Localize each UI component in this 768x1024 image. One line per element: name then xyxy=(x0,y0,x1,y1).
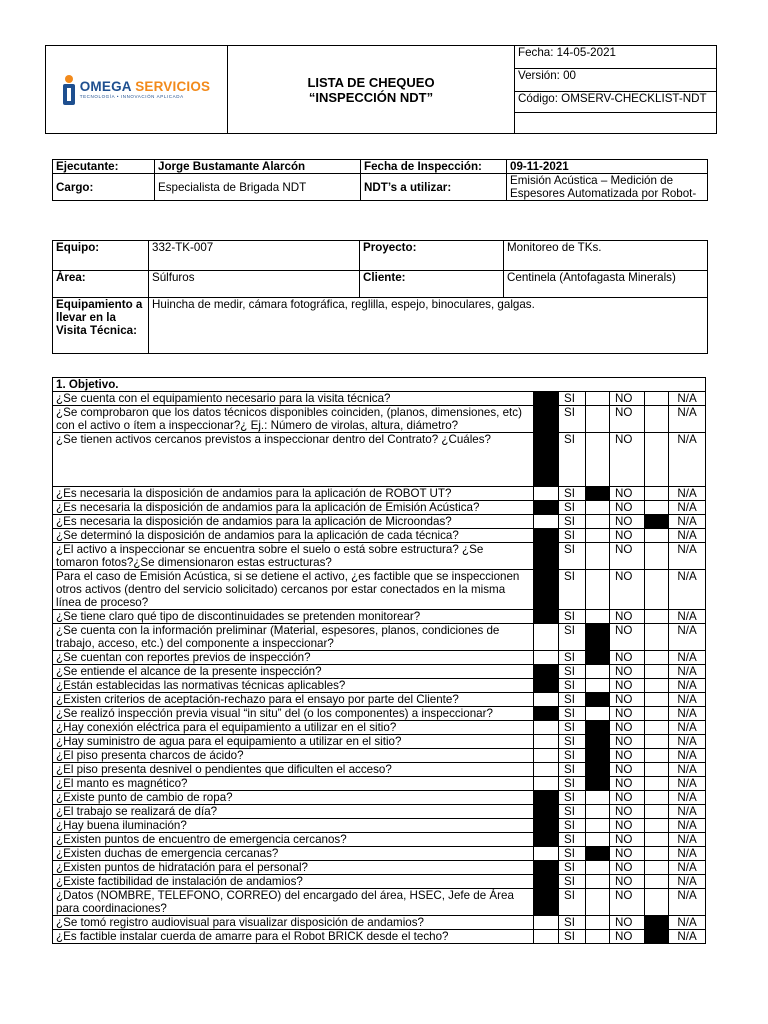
option-no: NO xyxy=(610,930,645,944)
option-na: N/A xyxy=(669,651,706,665)
mark-na[interactable] xyxy=(645,624,669,651)
equipo-value: 332-TK-007 xyxy=(149,241,360,271)
option-na: N/A xyxy=(669,819,706,833)
option-si: SI xyxy=(559,501,586,515)
option-na: N/A xyxy=(669,624,706,651)
option-no: NO xyxy=(610,819,645,833)
option-na: N/A xyxy=(669,610,706,624)
option-na: N/A xyxy=(669,665,706,679)
option-si: SI xyxy=(559,805,586,819)
mark-no[interactable] xyxy=(586,777,610,791)
option-no: NO xyxy=(610,406,645,433)
equipamiento-label: Equipamiento a llevar en la Visita Técnica: xyxy=(53,298,149,354)
mark-no[interactable] xyxy=(586,570,610,610)
mark-na[interactable] xyxy=(645,749,669,763)
checklist-row xyxy=(53,819,706,833)
mark-no[interactable] xyxy=(586,707,610,721)
option-no: NO xyxy=(610,392,645,406)
option-na: N/A xyxy=(669,833,706,847)
option-na: N/A xyxy=(669,791,706,805)
mark-na[interactable] xyxy=(645,735,669,749)
mark-no[interactable] xyxy=(586,501,610,515)
option-si: SI xyxy=(559,543,586,570)
mark-si[interactable] xyxy=(534,529,559,543)
checklist-row xyxy=(53,763,706,777)
option-si: SI xyxy=(559,610,586,624)
mark-no[interactable] xyxy=(586,543,610,570)
option-no: NO xyxy=(610,433,645,487)
checklist-question: ¿Existen criterios de aceptación-rechazo para el ensayo por parte del Cliente? xyxy=(53,693,534,707)
option-no: NO xyxy=(610,501,645,515)
option-si: SI xyxy=(559,651,586,665)
mark-si[interactable] xyxy=(534,819,559,833)
option-si: SI xyxy=(559,529,586,543)
checklist-row xyxy=(53,406,706,433)
option-no: NO xyxy=(610,679,645,693)
equipamiento-value: Huincha de medir, cámara fotográfica, reglilla, espejo, binoculares, galgas. xyxy=(149,298,708,354)
checklist-row xyxy=(53,916,706,930)
fecha-inspeccion-value: 09-11-2021 xyxy=(507,160,708,174)
option-si: SI xyxy=(559,833,586,847)
mark-na[interactable] xyxy=(645,777,669,791)
company-logo xyxy=(49,75,224,105)
checklist-question: ¿Se realizó inspección previa visual “in situ” del (o los componentes) a inspeccionar? xyxy=(53,707,534,721)
option-no: NO xyxy=(610,889,645,916)
checklist-question: ¿Se tienen activos cercanos previstos a inspeccionar dentro del Contrato? ¿Cuáles? xyxy=(53,433,534,487)
title-line-2: “INSPECCIÓN NDT” xyxy=(308,89,434,105)
option-si: SI xyxy=(559,916,586,930)
option-si: SI xyxy=(559,433,586,487)
option-no: NO xyxy=(610,721,645,735)
section-title: 1. Objetivo. xyxy=(53,378,706,392)
cliente-value: Centinela (Antofagasta Minerals) xyxy=(504,271,708,298)
mark-na[interactable] xyxy=(645,889,669,916)
mark-na[interactable] xyxy=(645,543,669,570)
option-no: NO xyxy=(610,833,645,847)
mark-na[interactable] xyxy=(645,916,669,930)
mark-no[interactable] xyxy=(586,679,610,693)
checklist-row xyxy=(53,693,706,707)
option-na: N/A xyxy=(669,406,706,433)
checklist-row xyxy=(53,515,706,529)
checklist-row xyxy=(53,847,706,861)
checklist-question: ¿El manto es magnético? xyxy=(53,777,534,791)
mark-no[interactable] xyxy=(586,889,610,916)
checklist-row xyxy=(53,679,706,693)
mark-si[interactable] xyxy=(534,543,559,570)
option-na: N/A xyxy=(669,847,706,861)
option-na: N/A xyxy=(669,916,706,930)
option-na: N/A xyxy=(669,749,706,763)
option-si: SI xyxy=(559,847,586,861)
option-na: N/A xyxy=(669,875,706,889)
option-no: NO xyxy=(610,916,645,930)
option-na: N/A xyxy=(669,515,706,529)
option-si: SI xyxy=(559,777,586,791)
mark-na[interactable] xyxy=(645,679,669,693)
option-si: SI xyxy=(559,570,586,610)
checklist-question: ¿Existen duchas de emergencia cercanas? xyxy=(53,847,534,861)
checklist-question: ¿El piso presenta desnivel o pendientes que dificulten el acceso? xyxy=(53,763,534,777)
option-no: NO xyxy=(610,777,645,791)
fecha-inspeccion-label: Fecha de Inspección: xyxy=(361,160,507,174)
mark-na[interactable] xyxy=(645,833,669,847)
checklist-question: ¿El piso presenta charcos de ácido? xyxy=(53,749,534,763)
mark-na[interactable] xyxy=(645,392,669,406)
cliente-label: Cliente: xyxy=(360,271,504,298)
option-na: N/A xyxy=(669,487,706,501)
option-no: NO xyxy=(610,791,645,805)
option-si: SI xyxy=(559,679,586,693)
mark-no[interactable] xyxy=(586,875,610,889)
ejecutante-value: Jorge Bustamante Alarcón xyxy=(155,160,361,174)
mark-no[interactable] xyxy=(586,833,610,847)
mark-si[interactable] xyxy=(534,721,559,735)
proyecto-label: Proyecto: xyxy=(360,241,504,271)
mark-no[interactable] xyxy=(586,624,610,651)
option-si: SI xyxy=(559,406,586,433)
checklist-row xyxy=(53,487,706,501)
checklist-question: ¿El activo a inspeccionar se encuentra sobre el suelo o está sobre estructura? ¿Se tomaron fotos?¿Se dimensionaron estas estructuras? xyxy=(53,543,534,570)
checklist-row xyxy=(53,930,706,944)
option-no: NO xyxy=(610,735,645,749)
mark-si[interactable] xyxy=(534,679,559,693)
mark-si[interactable] xyxy=(534,501,559,515)
version-cell: Versión: 00 xyxy=(515,69,717,92)
mark-no[interactable] xyxy=(586,610,610,624)
option-si: SI xyxy=(559,875,586,889)
mark-na[interactable] xyxy=(645,433,669,487)
checklist-row xyxy=(53,805,706,819)
mark-si[interactable] xyxy=(534,433,559,487)
option-si: SI xyxy=(559,889,586,916)
option-na: N/A xyxy=(669,889,706,916)
option-no: NO xyxy=(610,875,645,889)
checklist-question: ¿Existen puntos de hidratación para el personal? xyxy=(53,861,534,875)
option-no: NO xyxy=(610,651,645,665)
mark-si[interactable] xyxy=(534,930,559,944)
checklist-question: ¿Es necesaria la disposición de andamios para la aplicación de ROBOT UT? xyxy=(53,487,534,501)
area-value: Súlfuros xyxy=(149,271,360,298)
checklist-row xyxy=(53,433,706,487)
mark-na[interactable] xyxy=(645,875,669,889)
checklist-question: ¿Se cuentan con reportes previos de inspección? xyxy=(53,651,534,665)
checklist-row xyxy=(53,749,706,763)
checklist-row xyxy=(53,889,706,916)
option-na: N/A xyxy=(669,763,706,777)
checklist-question: ¿Se tiene claro qué tipo de discontinuidades se pretenden monitorear? xyxy=(53,610,534,624)
equipo-label: Equipo: xyxy=(53,241,149,271)
option-no: NO xyxy=(610,515,645,529)
mark-na[interactable] xyxy=(645,707,669,721)
option-no: NO xyxy=(610,487,645,501)
option-na: N/A xyxy=(669,679,706,693)
mark-no[interactable] xyxy=(586,861,610,875)
mark-no[interactable] xyxy=(586,805,610,819)
mark-si[interactable] xyxy=(534,889,559,916)
option-na: N/A xyxy=(669,805,706,819)
checklist-row xyxy=(53,665,706,679)
mark-no[interactable] xyxy=(586,433,610,487)
mark-no[interactable] xyxy=(586,406,610,433)
option-na: N/A xyxy=(669,433,706,487)
checklist-question: ¿Existen puntos de encuentro de emergencia cercanos? xyxy=(53,833,534,847)
option-si: SI xyxy=(559,735,586,749)
mark-si[interactable] xyxy=(534,916,559,930)
mark-si[interactable] xyxy=(534,515,559,529)
checklist-question: ¿Hay conexión eléctrica para el equipamiento a utilizar en el sitio? xyxy=(53,721,534,735)
checklist-row xyxy=(53,833,706,847)
option-na: N/A xyxy=(669,707,706,721)
mark-na[interactable] xyxy=(645,665,669,679)
mark-na[interactable] xyxy=(645,721,669,735)
option-na: N/A xyxy=(669,693,706,707)
logo-name-2: SERVICIOS xyxy=(135,79,211,94)
mark-no[interactable] xyxy=(586,721,610,735)
mark-no[interactable] xyxy=(586,529,610,543)
checklist-question: ¿Se entiende el alcance de la presente inspección? xyxy=(53,665,534,679)
proyecto-value: Monitoreo de TKs. xyxy=(504,241,708,271)
mark-si[interactable] xyxy=(534,707,559,721)
mark-na[interactable] xyxy=(645,847,669,861)
checklist-question: ¿Es necesaria la disposición de andamios para la aplicación de Microondas? xyxy=(53,515,534,529)
option-no: NO xyxy=(610,543,645,570)
option-na: N/A xyxy=(669,721,706,735)
title-line-1: LISTA DE CHEQUEO xyxy=(307,74,435,90)
mark-na[interactable] xyxy=(645,570,669,610)
checklist-row xyxy=(53,735,706,749)
option-si: SI xyxy=(559,749,586,763)
option-na: N/A xyxy=(669,529,706,543)
mark-na[interactable] xyxy=(645,791,669,805)
mark-si[interactable] xyxy=(534,805,559,819)
checklist-row xyxy=(53,651,706,665)
mark-no[interactable] xyxy=(586,651,610,665)
checklist-row xyxy=(53,777,706,791)
option-si: SI xyxy=(559,819,586,833)
mark-si[interactable] xyxy=(534,777,559,791)
mark-si[interactable] xyxy=(534,665,559,679)
checklist-row xyxy=(53,861,706,875)
mark-si[interactable] xyxy=(534,833,559,847)
checklist-row xyxy=(53,721,706,735)
mark-si[interactable] xyxy=(534,610,559,624)
checklist-question: ¿Existe punto de cambio de ropa? xyxy=(53,791,534,805)
empty-meta-cell xyxy=(515,113,717,134)
mark-si[interactable] xyxy=(534,847,559,861)
checklist-row xyxy=(53,501,706,515)
option-si: SI xyxy=(559,791,586,805)
mark-si[interactable] xyxy=(534,693,559,707)
mark-no[interactable] xyxy=(586,819,610,833)
mark-no[interactable] xyxy=(586,791,610,805)
checklist-question: ¿Existe factibilidad de instalación de andamios? xyxy=(53,875,534,889)
checklist-question: ¿Es factible instalar cuerda de amarre para el Robot BRICK desde el techo? xyxy=(53,930,534,944)
mark-na[interactable] xyxy=(645,610,669,624)
mark-si[interactable] xyxy=(534,791,559,805)
mark-na[interactable] xyxy=(645,515,669,529)
mark-si[interactable] xyxy=(534,487,559,501)
logo-cell xyxy=(46,46,228,134)
option-na: N/A xyxy=(669,543,706,570)
mark-no[interactable] xyxy=(586,930,610,944)
checklist-question: ¿Están establecidas las normativas técnicas aplicables? xyxy=(53,679,534,693)
checklist-question: ¿Se comprobaron que los datos técnicos disponibles coinciden, (planos, dimensiones, etc) con el activo o ítem a inspeccionar?¿ Ej.: Número de virolas, altura, diámetro? xyxy=(53,406,534,433)
option-si: SI xyxy=(559,763,586,777)
equipment-table xyxy=(52,240,708,354)
option-no: NO xyxy=(610,693,645,707)
mark-si[interactable] xyxy=(534,875,559,889)
fecha-cell: Fecha: 14-05-2021 xyxy=(515,46,717,69)
checklist-question: ¿El trabajo se realizará de día? xyxy=(53,805,534,819)
mark-na[interactable] xyxy=(645,805,669,819)
option-no: NO xyxy=(610,861,645,875)
checklist-question: Para el caso de Emisión Acústica, si se detiene el activo, ¿es factible que se inspeccionen otros activos (dentro del servicio solicitado) cercanos por estar conectados en la misma línea de proceso? xyxy=(53,570,534,610)
mark-na[interactable] xyxy=(645,861,669,875)
checklist-row xyxy=(53,543,706,570)
option-na: N/A xyxy=(669,570,706,610)
checklist-question: ¿Se cuenta con el equipamiento necesario para la visita técnica? xyxy=(53,392,534,406)
cargo-label: Cargo: xyxy=(53,174,155,201)
option-na: N/A xyxy=(669,861,706,875)
option-no: NO xyxy=(610,665,645,679)
option-si: SI xyxy=(559,693,586,707)
mark-na[interactable] xyxy=(645,529,669,543)
ndt-label: NDT’s a utilizar: xyxy=(361,174,507,201)
option-si: SI xyxy=(559,392,586,406)
mark-si[interactable] xyxy=(534,651,559,665)
mark-na[interactable] xyxy=(645,501,669,515)
checklist-question: ¿Se determinó la disposición de andamios para la aplicación de cada técnica? xyxy=(53,529,534,543)
checklist-row xyxy=(53,707,706,721)
option-no: NO xyxy=(610,749,645,763)
option-si: SI xyxy=(559,861,586,875)
checklist-question: ¿Se cuenta con la información preliminar (Material, espesores, planos, condiciones de trabajo, acceso, etc.) del componente a inspeccionar? xyxy=(53,624,534,651)
option-no: NO xyxy=(610,847,645,861)
logo-name-1: OMEGA xyxy=(79,79,132,94)
mark-si[interactable] xyxy=(534,861,559,875)
mark-no[interactable] xyxy=(586,735,610,749)
mark-si[interactable] xyxy=(534,406,559,433)
option-si: SI xyxy=(559,624,586,651)
area-label: Área: xyxy=(53,271,149,298)
ndt-value: Emisión Acústica – Medición de Espesores Automatizada por Robot- xyxy=(507,174,708,201)
mark-si[interactable] xyxy=(534,735,559,749)
option-na: N/A xyxy=(669,392,706,406)
checklist-row xyxy=(53,570,706,610)
document-title xyxy=(228,46,515,134)
checklist-row xyxy=(53,624,706,651)
ejecutante-label: Ejecutante: xyxy=(53,160,155,174)
option-no: NO xyxy=(610,610,645,624)
checklist-row xyxy=(53,529,706,543)
option-si: SI xyxy=(559,721,586,735)
mark-na[interactable] xyxy=(645,930,669,944)
logo-tagline: TECNOLOGÍA • INNOVACIÓN APLICADA xyxy=(79,94,184,99)
checklist-question: ¿Se tomó registro audiovisual para visualizar disposición de andamios? xyxy=(53,916,534,930)
logo-mark-icon xyxy=(63,75,75,105)
mark-si[interactable] xyxy=(534,749,559,763)
document-header xyxy=(45,45,717,134)
checklist-question: ¿Es necesaria la disposición de andamios para la aplicación de Emisión Acústica? xyxy=(53,501,534,515)
option-si: SI xyxy=(559,930,586,944)
mark-na[interactable] xyxy=(645,406,669,433)
mark-no[interactable] xyxy=(586,763,610,777)
option-no: NO xyxy=(610,570,645,610)
mark-na[interactable] xyxy=(645,651,669,665)
option-no: NO xyxy=(610,624,645,651)
option-si: SI xyxy=(559,665,586,679)
option-si: SI xyxy=(559,515,586,529)
mark-no[interactable] xyxy=(586,515,610,529)
executant-table xyxy=(52,159,708,201)
option-na: N/A xyxy=(669,735,706,749)
mark-na[interactable] xyxy=(645,819,669,833)
mark-si[interactable] xyxy=(534,392,559,406)
mark-no[interactable] xyxy=(586,487,610,501)
mark-na[interactable] xyxy=(645,693,669,707)
mark-si[interactable] xyxy=(534,570,559,610)
option-no: NO xyxy=(610,763,645,777)
mark-no[interactable] xyxy=(586,392,610,406)
cargo-value: Especialista de Brigada NDT xyxy=(155,174,361,201)
mark-no[interactable] xyxy=(586,847,610,861)
option-si: SI xyxy=(559,487,586,501)
checklist-row xyxy=(53,875,706,889)
option-no: NO xyxy=(610,805,645,819)
option-na: N/A xyxy=(669,930,706,944)
checklist-question: ¿Datos (NOMBRE, TELEFONO, CORREO) del encargado del área, HSEC, Jefe de Área para coordinaciones? xyxy=(53,889,534,916)
checklist-row xyxy=(53,610,706,624)
mark-na[interactable] xyxy=(645,487,669,501)
option-na: N/A xyxy=(669,777,706,791)
mark-no[interactable] xyxy=(586,665,610,679)
checklist-table xyxy=(52,377,706,944)
mark-si[interactable] xyxy=(534,763,559,777)
checklist-question: ¿Hay buena iluminación? xyxy=(53,819,534,833)
option-no: NO xyxy=(610,529,645,543)
mark-na[interactable] xyxy=(645,763,669,777)
checklist-question: ¿Hay suministro de agua para el equipamiento a utilizar en el sitio? xyxy=(53,735,534,749)
mark-si[interactable] xyxy=(534,624,559,651)
checklist-row xyxy=(53,791,706,805)
codigo-cell: Código: OMSERV-CHECKLIST-NDT xyxy=(515,92,717,113)
option-no: NO xyxy=(610,707,645,721)
mark-no[interactable] xyxy=(586,916,610,930)
checklist-row xyxy=(53,392,706,406)
option-si: SI xyxy=(559,707,586,721)
mark-no[interactable] xyxy=(586,749,610,763)
mark-no[interactable] xyxy=(586,693,610,707)
option-na: N/A xyxy=(669,501,706,515)
